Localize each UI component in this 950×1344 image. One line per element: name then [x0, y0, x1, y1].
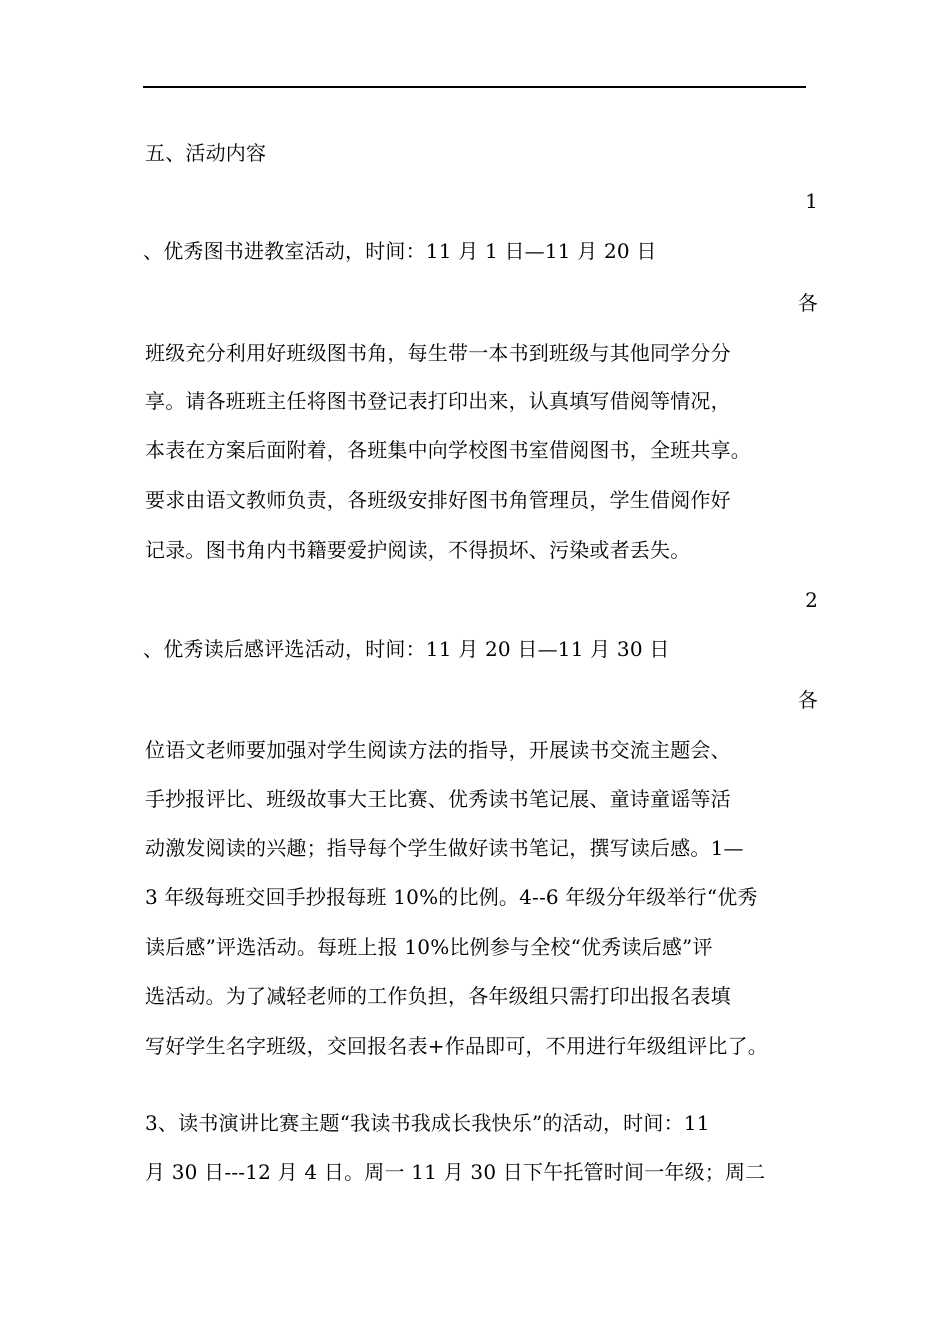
- item-2-body-line-7: 写好学生名字班级，交回报名表+作品即可，不用进行年级组评比了。: [145, 1034, 768, 1058]
- item-2-body-line-6: 选活动。为了减轻老师的工作负担，各年级组只需打印出报名表填: [145, 984, 731, 1008]
- header-rule: [143, 86, 806, 88]
- item-1-body-line-4: 要求由语文教师负责，各班级安排好图书角管理员，学生借阅作好: [145, 488, 731, 512]
- item-1-lead-char: 各: [797, 291, 818, 315]
- item-1-number: 1: [805, 189, 818, 213]
- item-3-body-line-1: 3、读书演讲比赛主题“我读书我成长我快乐”的活动，时间：11: [145, 1111, 710, 1135]
- item-3-body-line-2: 月 30 日---12 月 4 日。周一 11 月 30 日下午托管时间一年级；周二: [145, 1160, 766, 1184]
- item-2-body-line-3: 动激发阅读的兴趣；指导每个学生做好读书笔记，撰写读后感。1—: [145, 836, 744, 860]
- section-heading: 五、活动内容: [145, 141, 267, 165]
- item-2-body-line-5: 读后感”评选活动。每班上报 10%比例参与全校“优秀读后感”评: [145, 935, 713, 959]
- item-1-body-line-3: 本表在方案后面附着，各班集中向学校图书室借阅图书，全班共享。: [145, 438, 751, 462]
- item-1-title: 、优秀图书进教室活动，时间：11 月 1 日—11 月 20 日: [143, 239, 657, 263]
- item-1-body-line-2: 享。请各班班主任将图书登记表打印出来，认真填写借阅等情况，: [145, 389, 731, 413]
- item-2-body-line-1: 位语文老师要加强对学生阅读方法的指导，开展读书交流主题会、: [145, 738, 731, 762]
- item-1-body-line-5: 记录。图书角内书籍要爱护阅读，不得损坏、污染或者丢失。: [145, 538, 691, 562]
- item-2-body-line-4: 3 年级每班交回手抄报每班 10%的比例。4--6 年级分年级举行“优秀: [145, 885, 758, 909]
- item-2-number: 2: [805, 588, 818, 612]
- item-1-body-line-1: 班级充分利用好班级图书角，每生带一本书到班级与其他同学分分: [145, 341, 731, 365]
- item-2-title: 、优秀读后感评选活动，时间：11 月 20 日—11 月 30 日: [143, 637, 670, 661]
- item-2-lead-char: 各: [797, 688, 818, 712]
- item-2-body-line-2: 手抄报评比、班级故事大王比赛、优秀读书笔记展、童诗童谣等活: [145, 787, 731, 811]
